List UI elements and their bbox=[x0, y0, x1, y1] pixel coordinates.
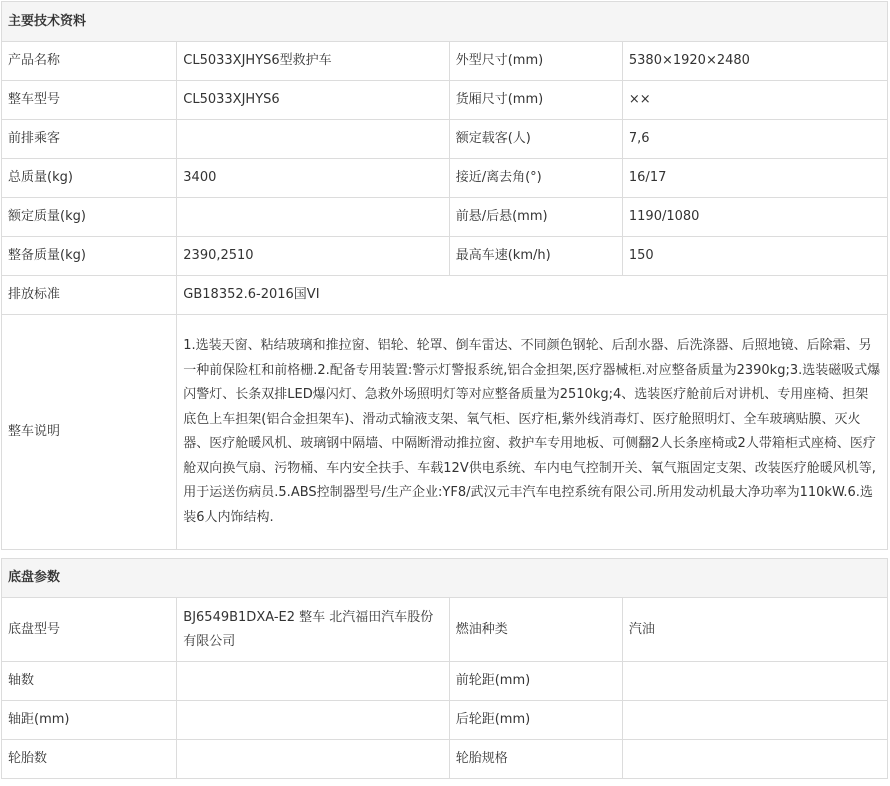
spec-value bbox=[177, 701, 449, 740]
description-label: 整车说明 bbox=[2, 315, 177, 550]
spec-label: 轮胎规格 bbox=[449, 740, 622, 779]
spec-label: 轮胎数 bbox=[2, 740, 177, 779]
section-title: 底盘参数 bbox=[2, 559, 888, 598]
table-row bbox=[2, 662, 888, 701]
emission-value: GB18352.6-2016国VI bbox=[177, 276, 888, 315]
table-row bbox=[2, 598, 888, 662]
spec-label: 额定载客(人) bbox=[449, 120, 622, 159]
spec-value: 1190/1080 bbox=[622, 198, 887, 237]
spec-value: CL5033XJHYS6型救护车 bbox=[177, 42, 449, 81]
spec-label: 总质量(kg) bbox=[2, 159, 177, 198]
spec-label: 外型尺寸(mm) bbox=[449, 42, 622, 81]
spec-label: 最高车速(km/h) bbox=[449, 237, 622, 276]
spec-label: 产品名称 bbox=[2, 42, 177, 81]
spec-value: 150 bbox=[622, 237, 887, 276]
spec-value bbox=[177, 740, 449, 779]
table-row bbox=[2, 237, 888, 276]
chassis-spec-table bbox=[1, 558, 888, 779]
spec-value bbox=[622, 740, 887, 779]
spec-value: CL5033XJHYS6 bbox=[177, 81, 449, 120]
spec-label: 接近/离去角(°) bbox=[449, 159, 622, 198]
spec-label: 轴距(mm) bbox=[2, 701, 177, 740]
spec-label: 前轮距(mm) bbox=[449, 662, 622, 701]
spec-value: 5380×1920×2480 bbox=[622, 42, 887, 81]
table-row bbox=[2, 315, 888, 550]
table-row bbox=[2, 701, 888, 740]
spec-label: 后轮距(mm) bbox=[449, 701, 622, 740]
section-header-row bbox=[2, 559, 888, 598]
spec-value bbox=[177, 198, 449, 237]
main-spec-table bbox=[1, 1, 888, 550]
emission-label: 排放标准 bbox=[2, 276, 177, 315]
spec-value: 2390,2510 bbox=[177, 237, 449, 276]
spec-label: 前悬/后悬(mm) bbox=[449, 198, 622, 237]
table-row bbox=[2, 159, 888, 198]
spec-label: 前排乘客 bbox=[2, 120, 177, 159]
table-row bbox=[2, 81, 888, 120]
description-value: 1.选装天窗、粘结玻璃和推拉窗、铝轮、轮罩、倒车雷达、不同颜色钢轮、后刮水器、后洗涤器、后照地镜、后除霜、另一种前保险杠和前格栅.2.配备专用装置:警示灯警报系统,铝合金担架,医疗器械柜.对应整备质量为2390kg;3.选装磁吸式爆闪警灯、长条双排LED爆闪灯、急救外场照明灯等对应整备质量为2510kg;4、选装医疗舱前后对讲机、专用座椅、担架底色上车担架(铝合金担架车)、滑动式输液支架、氧气柜、医疗柜,紫外线消毒灯、医疗舱照明灯、全车玻璃贴膜、灭火器、医疗舱暖风机、玻璃钢中隔墙、中隔断滑动推拉窗、救护车专用地板、可侧翻2人长条座椅或2人带箱柜式座椅、医疗舱双向换气扇、污物桶、车内安全扶手、车载12V供电系统、车内电气控制开关、氧气瓶固定支架、改装医疗舱暖风机等,用于运送伤病员.5.ABS控制器型号/生产企业:YF8/武汉元丰汽车电控系统有限公司.所用发动机最大净功率为110kW.6.选装6人内饰结构. bbox=[177, 315, 888, 550]
spec-label: 货厢尺寸(mm) bbox=[449, 81, 622, 120]
spec-value bbox=[622, 662, 887, 701]
table-row bbox=[2, 740, 888, 779]
table-row bbox=[2, 120, 888, 159]
section-title: 主要技术资料 bbox=[2, 2, 888, 42]
spec-value bbox=[622, 701, 887, 740]
spec-label: 整备质量(kg) bbox=[2, 237, 177, 276]
spec-value bbox=[177, 120, 449, 159]
table-row bbox=[2, 42, 888, 81]
spec-value: 汽油 bbox=[622, 598, 887, 662]
spec-label: 整车型号 bbox=[2, 81, 177, 120]
spec-value: ×× bbox=[622, 81, 887, 120]
spec-value: 16/17 bbox=[622, 159, 887, 198]
spec-label: 轴数 bbox=[2, 662, 177, 701]
spec-value bbox=[177, 662, 449, 701]
spec-label: 底盘型号 bbox=[2, 598, 177, 662]
spec-value: BJ6549B1DXA-E2 整车 北汽福田汽车股份有限公司 bbox=[177, 598, 449, 662]
spec-label: 额定质量(kg) bbox=[2, 198, 177, 237]
section-header-row bbox=[2, 2, 888, 42]
spec-label: 燃油种类 bbox=[449, 598, 622, 662]
table-row bbox=[2, 276, 888, 315]
spec-value: 3400 bbox=[177, 159, 449, 198]
table-row bbox=[2, 198, 888, 237]
spec-value: 7,6 bbox=[622, 120, 887, 159]
